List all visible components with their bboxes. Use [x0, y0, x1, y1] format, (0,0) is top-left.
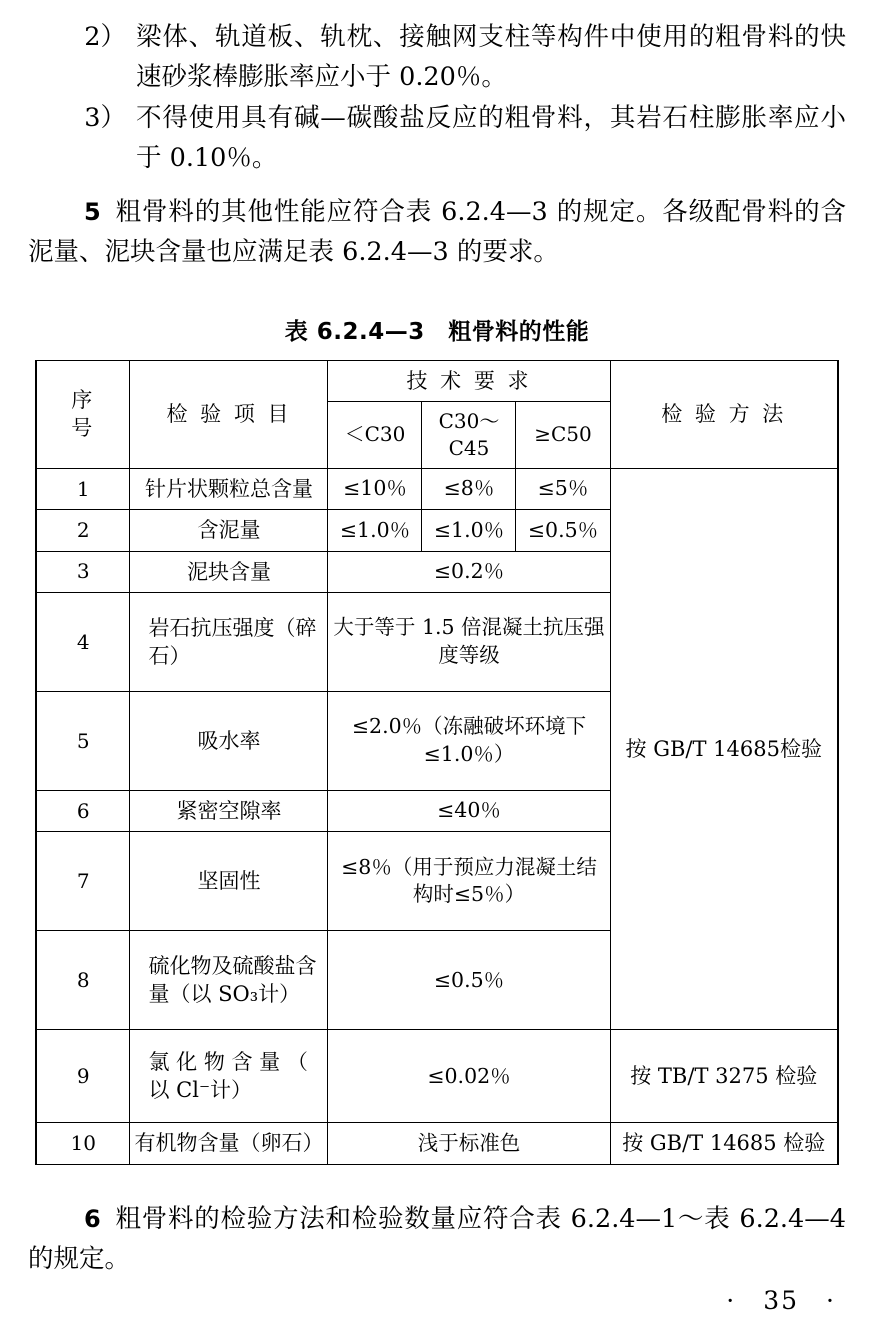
- header-grade-low: ＜C30: [328, 401, 422, 468]
- table-row: [36, 468, 838, 509]
- row-item: 吸水率: [130, 692, 328, 791]
- row-value-span: ≤0.2％: [328, 551, 610, 592]
- row-no: 6: [36, 791, 130, 832]
- page-number: · 35 ·: [726, 1286, 836, 1315]
- header-tech-group: 技 术 要 求: [328, 360, 610, 401]
- row-value-span: ≤0.5％: [328, 931, 610, 1030]
- header-item: 检 验 项 目: [130, 360, 328, 468]
- row-no: 3: [36, 551, 130, 592]
- method-gbt14685: 按 GB/T 14685检验: [610, 468, 838, 1029]
- clause-5-text: 粗骨料的其他性能应符合表 6.2.4—3 的规定。各级配骨料的含泥量、泥块含量也应满足表 6.2.4—3 的要求。: [28, 197, 846, 268]
- row-value-span: 大于等于 1.5 倍混凝土抗压强度等级: [328, 593, 610, 692]
- row-item: 含泥量: [130, 510, 328, 551]
- row-item: 紧密空隙率: [130, 791, 328, 832]
- row-no: 10: [36, 1123, 130, 1164]
- row-value-high: ≤0.5％: [516, 510, 610, 551]
- row-item: 岩石抗压强度（碎石）: [130, 593, 328, 692]
- row-value-span: ≤0.02％: [328, 1030, 610, 1123]
- row-no: 1: [36, 468, 130, 509]
- row-value-low: ≤1.0％: [328, 510, 422, 551]
- table-header-row-1: [36, 360, 838, 401]
- method-tbt3275: 按 TB/T 3275 检验: [610, 1030, 838, 1123]
- row-value-span: ≤40％: [328, 791, 610, 832]
- clause-5: [28, 192, 846, 273]
- list-item: [28, 18, 846, 97]
- row-value-mid: ≤8％: [422, 468, 516, 509]
- method-gbt14685-organic: 按 GB/T 14685 检验: [610, 1123, 838, 1164]
- row-no: 4: [36, 593, 130, 692]
- list-item-text: 不得使用具有碱—碳酸盐反应的粗骨料，其岩石柱膨胀率应小于 0.10％。: [136, 103, 846, 173]
- clause-6-number: 6: [84, 1204, 101, 1233]
- row-value-mid: ≤1.0％: [422, 510, 516, 551]
- row-item: 泥块含量: [130, 551, 328, 592]
- row-item: 氯 化 物 含 量 （ 以 Cl⁻计）: [130, 1030, 328, 1123]
- row-no: 2: [36, 510, 130, 551]
- row-value-span: ≤8％（用于预应力混凝土结构时≤5％）: [328, 832, 610, 931]
- row-no: 7: [36, 832, 130, 931]
- clause-5-number: 5: [84, 198, 101, 227]
- header-seq: 序 号: [36, 360, 130, 468]
- clause-6: [28, 1199, 846, 1280]
- row-no: 9: [36, 1030, 130, 1123]
- row-value-high: ≤5％: [516, 468, 610, 509]
- list-item-marker: 3）: [84, 103, 126, 134]
- list-item: [28, 99, 846, 178]
- row-value-low: ≤10％: [328, 468, 422, 509]
- row-item: 硫化物及硫酸盐含量（以 SO₃计）: [130, 931, 328, 1030]
- row-value-span: 浅于标准色: [328, 1123, 610, 1164]
- clause-6-text: 粗骨料的检验方法和检验数量应符合表 6.2.4—1～表 6.2.4—4 的规定。: [28, 1203, 846, 1274]
- row-item: 针片状颗粒总含量: [130, 468, 328, 509]
- row-value-span: ≤2.0％（冻融破坏环境下≤1.0％）: [328, 692, 610, 791]
- numbered-list: [28, 18, 846, 178]
- row-item: 坚固性: [130, 832, 328, 931]
- list-item-text: 梁体、轨道板、轨枕、接触网支柱等构件中使用的粗骨料的快速砂浆棒膨胀率应小于 0.20％。: [136, 22, 846, 92]
- table-row: [36, 1030, 838, 1123]
- table-row: [36, 1123, 838, 1164]
- row-no: 5: [36, 692, 130, 791]
- header-grade-mid: C30～C45: [422, 401, 516, 468]
- header-grade-high: ≥C50: [516, 401, 610, 468]
- list-item-marker: 2）: [84, 22, 126, 52]
- row-no: 8: [36, 931, 130, 1030]
- table-caption: 表 6.2.4—3 粗骨料的性能: [284, 318, 590, 345]
- page-content: [28, 18, 846, 1305]
- row-item: 有机物含量（卵石）: [130, 1123, 328, 1164]
- header-method: 检 验 方 法: [610, 360, 838, 468]
- coarse-aggregate-properties-table: [35, 360, 839, 1165]
